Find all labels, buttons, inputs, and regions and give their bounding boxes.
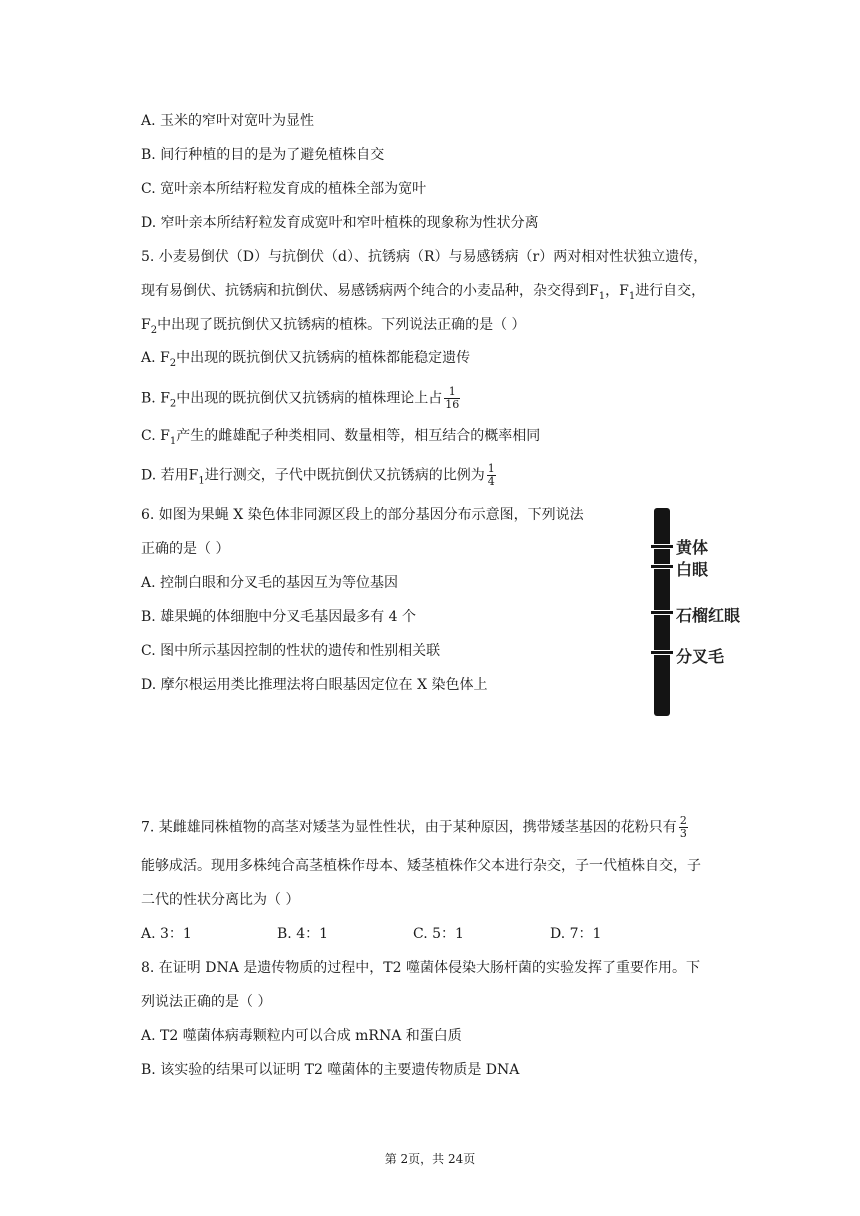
q4-option-d: D. 窄叶亲本所结籽粒发育成宽叶和窄叶植株的现象称为性状分离 xyxy=(141,215,539,231)
gene-marker-2 xyxy=(650,564,674,569)
q7-stem-line2: 能够成活。现用多株纯合高茎植株作母本、矮茎植株作父本进行杂交，子一代植株自交，子 xyxy=(141,858,701,874)
q5-stem-line3: $F_2$中出现了既抗倒伏又抗锈病的植株。下列说法正确的是（ ） xyxy=(141,317,526,336)
q5-option-d: D. 若用$F_1$进行测交，子代中既抗倒伏又抗锈病的比例为 $\frac{1}{4}$ xyxy=(141,462,495,488)
q6-stem-line1: 6. 如图为果蝇 X 染色体非同源区段上的部分基因分布示意图，下列说法 xyxy=(141,507,584,523)
fraction-2-3: $\frac{2}{3}$ xyxy=(679,814,687,840)
gene-label-white-eye: 白眼 xyxy=(676,560,709,579)
q8-stem-line2: 列说法正确的是（ ） xyxy=(141,994,272,1010)
q5-option-b: B. $F_2$中出现的既抗倒伏又抗锈病的植株理论上占 $\frac{1}{16}$ xyxy=(141,385,460,411)
q8-option-b: B. 该实验的结果可以证明 T2 噬菌体的主要遗传物质是 DNA xyxy=(141,1062,520,1078)
q7-stem-line1: 7. 某雌雄同株植物的高茎对矮茎为显性性状，由于某种原因，携带矮茎基因的花粉只有 $\frac{2}{3}$ xyxy=(141,814,687,840)
q5-option-a: A. $F_2$中出现的既抗倒伏又抗锈病的植株都能稳定遗传 xyxy=(141,350,471,369)
gene-label-yellow-body: 黄体 xyxy=(676,538,709,557)
q5-stem-line1: 5. 小麦易倒伏（D）与抗倒伏（d）、抗锈病（R）与易感锈病（r）两对相对性状独立遗传， xyxy=(141,249,708,265)
page-number: 第 2页，共 24页 xyxy=(384,1152,476,1166)
fraction-1-16: $\frac{1}{16}$ xyxy=(445,385,460,411)
fraction-1-4: $\frac{1}{4}$ xyxy=(487,462,495,488)
gene-marker-1 xyxy=(650,544,674,549)
q8-option-a: A. T2 噬菌体病毒颗粒内可以合成 mRNA 和蛋白质 xyxy=(141,1028,462,1044)
q6-option-a: A. 控制白眼和分叉毛的基因互为等位基因 xyxy=(141,575,399,591)
q5-option-c: C. $F_1$产生的雌雄配子种类相同、数量相等，相互结合的概率相同 xyxy=(141,428,541,447)
q7-option-b: B. 4：1 xyxy=(277,926,329,942)
gene-marker-4 xyxy=(650,650,674,655)
q6-stem-line2: 正确的是（ ） xyxy=(141,541,230,557)
q6-option-c: C. 图中所示基因控制的性状的遗传和性别相关联 xyxy=(141,643,441,659)
x-chromosome-diagram xyxy=(640,508,770,718)
q7-option-c: C. 5：1 xyxy=(413,926,464,942)
q7-option-a: A. 3：1 xyxy=(141,926,192,942)
gene-marker-3 xyxy=(650,610,674,615)
q6-option-d: D. 摩尔根运用类比推理法将白眼基因定位在 X 染色体上 xyxy=(141,677,488,693)
q7-stem-line3: 二代的性状分离比为（ ） xyxy=(141,892,300,908)
q6-option-b: B. 雄果蝇的体细胞中分叉毛基因最多有 4 个 xyxy=(141,609,416,625)
q8-stem-line1: 8. 在证明 DNA 是遗传物质的过程中，T2 噬菌体侵染大肠杆菌的实验发挥了重要作用。下 xyxy=(141,960,700,976)
q7-option-d: D. 7：1 xyxy=(550,926,602,942)
q5-stem-line2: 现有易倒伏、抗锈病和抗倒伏、易感锈病两个纯合的小麦品种，杂交得到$F_1$，$F_1$进行自交， xyxy=(141,283,706,302)
gene-label-garnet-eye: 石榴红眼 xyxy=(676,606,741,625)
q4-option-b: B. 间行种植的目的是为了避免植株自交 xyxy=(141,147,385,163)
q4-option-a: A. 玉米的窄叶对宽叶为显性 xyxy=(141,113,315,129)
q4-option-c: C. 宽叶亲本所结籽粒发育成的植株全部为宽叶 xyxy=(141,181,427,197)
gene-label-forked-bristle: 分叉毛 xyxy=(676,647,725,666)
